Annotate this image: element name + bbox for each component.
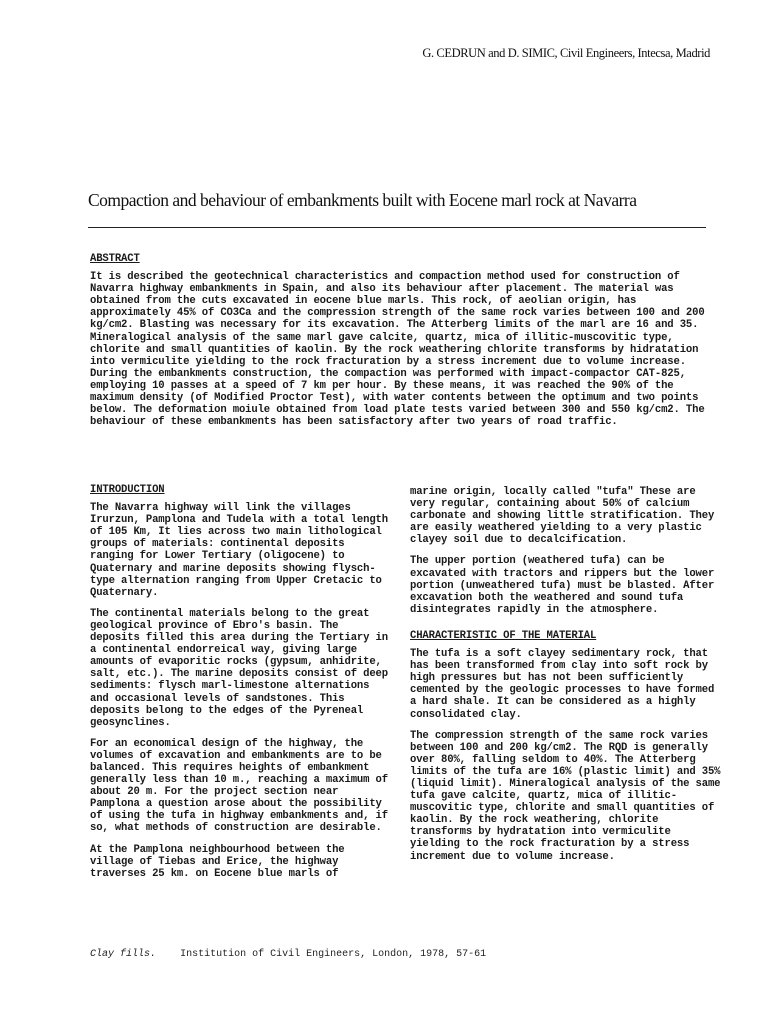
- abstract-heading: ABSTRACT: [90, 253, 140, 265]
- abstract-section: [90, 253, 718, 428]
- abstract-text: It is described the geotechnical characteristics and compaction method used for construction of Navarra highway embankments in Spain, and also its behaviour after placement. The material was obtained from the cuts excavated in eocene blue marls. This rock, of aeolian origin, has approximately 45% of CO3Ca and the compression strength of the same rock varies between 100 and 200 kg/cm2. Blasting was necessary for its excavation. The Atterberg limits of the marl are 16 and 35. Mineralogical analysis of the same marl gave calcite, quartz, mica of illitic-muscovitic type, chlorite and small quantities of kaolin. By the rock weathering chlorite transforms by hidratation into vermiculite yielding to the rock fracturation by a stress increment due to volume increase. During the embankments construction, the compaction was performed with impact-compactor CAT-825, employing 10 passes at a speed of 7 km per hour. By these means, it was reached the 90% of the maximum density (of Modified Proctor Test), with water contents between the optimum and two points below. The deformation moiule obtained from load plate tests varied between 300 and 550 kg/cm2. The behaviour of these embankments has been satisfactory after two years of road traffic.: [90, 271, 705, 429]
- intro-continuation-paragraph: marine origin, locally called "tufa" These are very regular, containing about 50% of calcium carbonate and showing little stratification. They are easily weathered yielding to a very plastic clayey soil due to decalcification.: [410, 486, 715, 547]
- intro-paragraph: The Navarra highway will link the villages Irurzun, Pamplona and Tudela with a total length of 105 Km, It lies across two main lithological groups of materials: continental deposits ranging for Lower Tertiary (oligocene) to Quaternary and marine deposits showing flysch-type alternation ranging from Upper Cretacic to Quaternary.: [90, 502, 388, 599]
- footer-journal: Clay fills.: [90, 949, 157, 960]
- paper-title: Compaction and behaviour of embankments built with Eocene marl rock at Navarra: [88, 190, 637, 210]
- title-divider: [88, 227, 706, 228]
- left-column: [90, 484, 390, 889]
- intro-paragraph: At the Pamplona neighbourhood between the village of Tiebas and Erice, the highway traverses 25 km. on Eocene blue marls of: [90, 843, 345, 880]
- intro-paragraph: The continental materials belong to the great geological province of Ebro's basin. The deposits filled this area during the Tertiary in a continental endorreical way, giving large amounts of evaporitic rocks (gypsum, anhidrite, salt, etc.). The marine deposits consist of deep sediments: flysch marl-limestone alternations and occasional levels of sandstones. This deposits belong to the edges of the Pyreneal geosynclines.: [90, 607, 388, 729]
- page-footer: [90, 949, 486, 960]
- author-line: G. CEDRUN and D. SIMIC, Civil Engineers, Intecsa, Madrid: [422, 46, 710, 60]
- characteristic-heading: CHARACTERISTIC OF THE MATERIAL: [410, 629, 597, 642]
- introduction-heading: INTRODUCTION: [90, 484, 165, 496]
- characteristic-paragraph: The tufa is a soft clayey sedimentary rock, that has been transformed from clay into soft rock by high pressures but has not been sufficiently cemented by the geologic processes to have formed a hard shale. It can be considered as a highly consolidated clay.: [410, 648, 715, 721]
- right-column: [410, 486, 722, 872]
- intro-continuation-paragraph: The upper portion (weathered tufa) can be excavated with tractors and rippers but the lower portion (unweathered tufa) must be blasted. After excavation both the weathered and sound tufa disintegrates rapidly in the atmosphere.: [410, 555, 715, 616]
- footer-citation: Institution of Civil Engineers, London, 1978, 57-61: [180, 949, 487, 960]
- intro-paragraph: For an economical design of the highway, the volumes of excavation and embankments are to be balanced. This requires heights of embankment generally less than 10 m., reaching a maximum of about 20 m. For the project section near Pamplona a question arose about the possibility of using the tufa in highway embankments and, if so, what methods of construction are desirable.: [90, 737, 388, 835]
- characteristic-paragraph: The compression strength of the same rock varies between 100 and 200 kg/cm2. The RQD is generally over 80%, falling seldom to 40%. The Atterberg limits of the tufa are 16% (plastic limit) and 35% (liquid limit). Mineralogical analysis of the same tufa gave calcite, quartz, mica of illitic-muscovitic type, chlorite and small quantities of kaolin. By the rock weathering, chlorite transforms by hydratation into vermiculite yielding to the rock fracturation by a stress increment due to volume increase.: [410, 729, 721, 863]
